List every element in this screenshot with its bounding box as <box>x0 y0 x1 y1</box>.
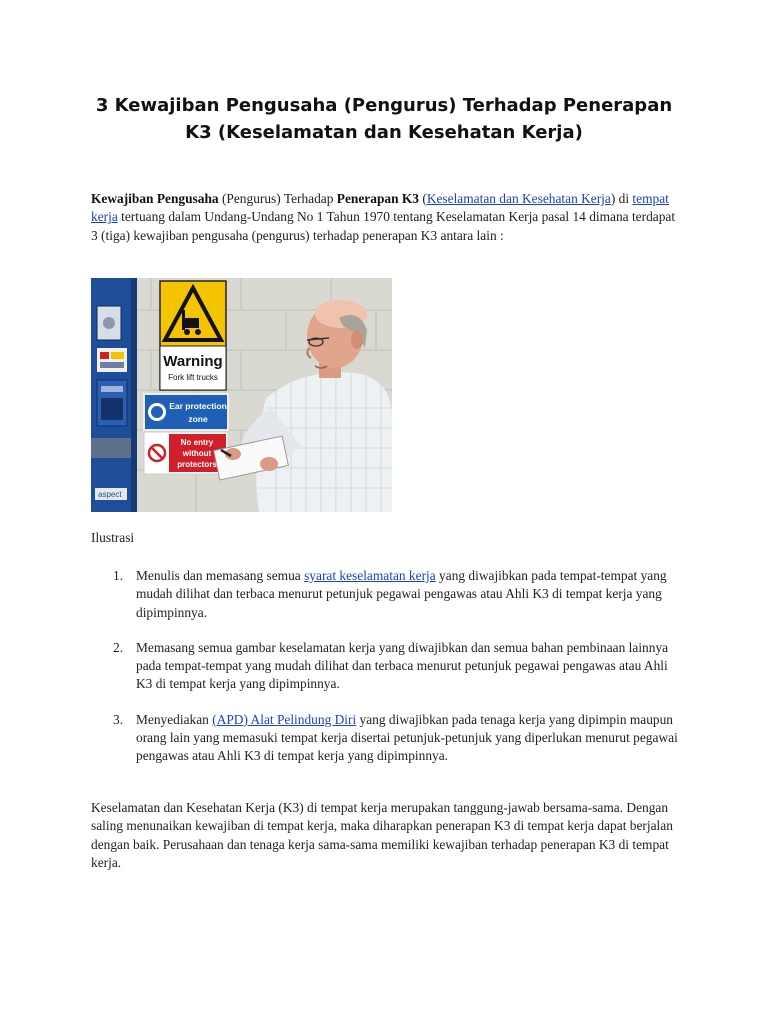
ear-sign-line-1: Ear protection <box>169 401 227 411</box>
intro-paragraph <box>91 190 679 245</box>
intro-text-2: ( <box>419 191 427 206</box>
intro-text-1: (Pengurus) Terhadap <box>218 191 337 206</box>
list-item <box>91 711 679 766</box>
link-tempat-kerja[interactable]: tempat kerja <box>91 191 669 225</box>
list-number: 1. <box>113 568 124 583</box>
intro-text-4: tertuang dalam Undang-Undang No 1 Tahun 1970 tentang Keselamatan Kerja pasal 14 dimana terdapat 3 (tiga) kewajiban pengusaha (pengurus) terhadap penerapan K3 antara lain : <box>91 209 676 243</box>
list-number: 2. <box>113 639 124 655</box>
intro-bold-employer: Kewajiban Pengusaha <box>91 191 219 206</box>
intro-bold-k3: Penerapan K3 <box>336 191 419 206</box>
list-text: Menyediakan <box>136 711 213 727</box>
machine-unit <box>91 278 137 512</box>
list-text: yang diwajibkan pada tenaga kerja yang dipimpin maupun orang lain yang memasuki tempat kerja disertai petunjuk-petunjuk yang diperlukan menurut pegawai pengawas atau Ahli K3 di tempat kerja yang dipimpinnya. <box>136 711 678 764</box>
machine-label: aspect <box>98 490 122 499</box>
safety-inspection-photo <box>91 278 392 512</box>
link-apd[interactable]: (APD) Alat Pelindung Diri <box>212 711 357 727</box>
ear-protection-sign <box>144 394 228 430</box>
ear-sign-line-2: zone <box>188 414 208 424</box>
warning-sign-title: Warning <box>163 353 223 370</box>
noentry-line-3: protectors <box>177 460 217 469</box>
document-title: 3 Kewajiban Pengusaha (Pengurus) Terhadap Penerapan K3 (Keselamatan dan Kesehatan Kerja) <box>95 95 673 143</box>
obligations-list <box>91 567 679 783</box>
warning-sign <box>160 281 226 390</box>
list-text: Menulis dan memasang semua <box>136 568 305 583</box>
closing-paragraph: Keselamatan dan Kesehatan Kerja (K3) di tempat kerja merupakan tanggung-jawab bersama-sama. Dengan saling menunaikan kewajiban di tempat kerja, maka diharapkan penerapan K3 di tempat kerja dapat berjalan dengan baik. Perusahaan dan tenaga kerja sama-sama memiliki kewajiban terhadap penerapan K3 di tempat kerja. <box>91 800 673 870</box>
intro-text-3: ) di <box>610 191 633 206</box>
link-syarat-keselamatan[interactable]: syarat keselamatan kerja <box>304 568 436 583</box>
image-caption: Ilustrasi <box>91 530 135 545</box>
list-number: 3. <box>113 711 124 727</box>
photo-illustration <box>91 278 392 512</box>
link-keselamatan[interactable]: Keselamatan dan Kesehatan Kerja <box>426 191 611 206</box>
list-text: yang diwajibkan pada tempat-tempat yang mudah dilihat dan terbaca menurut petunjuk pegawai pengawas atau Ahli K3 di tempat kerja yang dipimpinnya. <box>136 568 667 620</box>
list-text: Memasang semua gambar keselamatan kerja yang diwajibkan dan semua bahan pembinaan lainnya pada tempat-tempat yang mudah dilihat dan terbaca menurut petunjuk pegawai pengawas atau Ahli K3 di tempat kerja yang dipimpinnya. <box>136 639 669 692</box>
list-item <box>91 567 679 622</box>
warning-sign-subtitle: Fork lift trucks <box>168 373 218 382</box>
noentry-line-1: No entry <box>180 438 214 447</box>
list-item <box>91 639 679 694</box>
noentry-line-2: without <box>182 449 212 458</box>
